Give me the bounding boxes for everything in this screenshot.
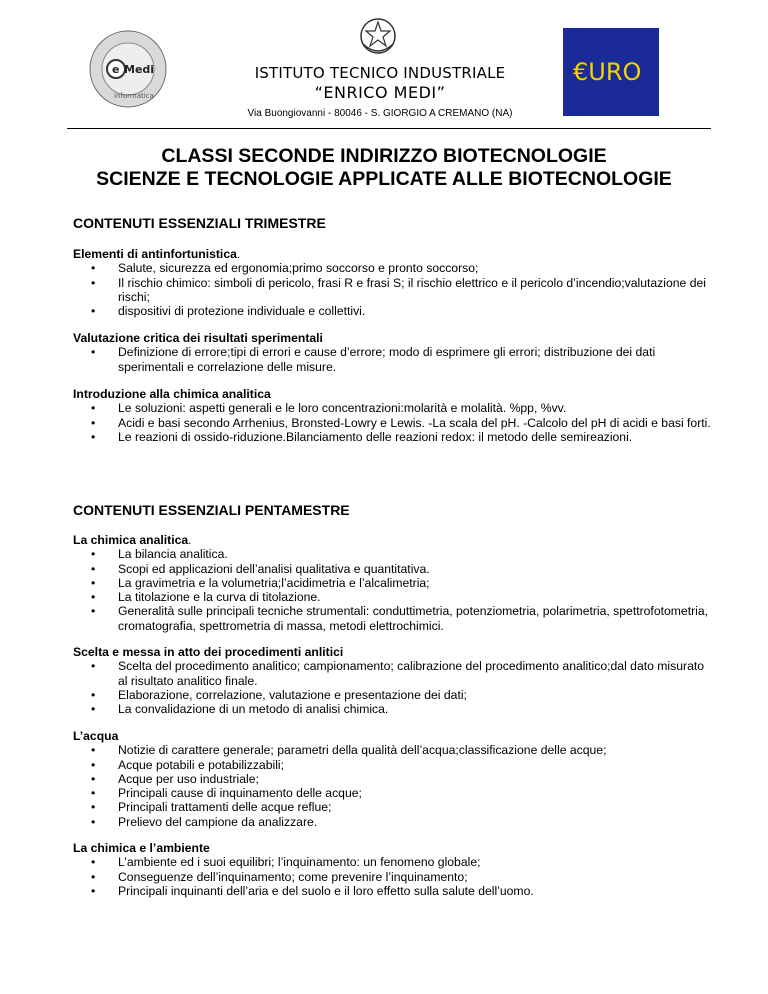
bullet-list <box>73 659 713 716</box>
list-item: • Prelievo del campione da analizzare. <box>73 815 713 829</box>
block-valutazione <box>73 331 713 374</box>
svg-text:Medi: Medi <box>124 63 155 76</box>
list-item: • Definizione di errore;tipi di errori e cause d’errore; modo di esprimere gli errori; distribuzione dei dati sperimentali e correlazione delle misure. <box>73 345 713 374</box>
list-item: • Le reazioni di ossido-riduzione.Bilanciamento delle reazioni redox: il metodo delle semireazioni. <box>73 430 713 444</box>
svg-text:informatica: informatica <box>114 92 154 100</box>
block-heading: Valutazione critica dei risultati sperimentali <box>73 331 323 345</box>
block-acqua <box>73 729 713 829</box>
header-divider <box>67 128 711 129</box>
block-procedimenti <box>73 645 713 716</box>
list-item: • Acque potabili e potabilizzabili; <box>73 758 713 772</box>
list-item: • Acque per uso industriale; <box>73 772 713 786</box>
school-address: Via Buongiovanni - 80046 - S. GIORGIO A CREMANO (NA) <box>247 108 513 119</box>
euro-logo-icon <box>563 28 659 116</box>
list-item: • Scopi ed applicazioni dell’analisi qualitativa e quantitativa. <box>73 562 713 576</box>
block-heading: L’acqua <box>73 729 119 743</box>
block-introduzione <box>73 387 713 444</box>
block-ambiente <box>73 841 713 898</box>
section-heading-pentamestre: CONTENUTI ESSENZIALI PENTAMESTRE <box>73 502 350 518</box>
list-item: • Principali cause di inquinamento delle acque; <box>73 786 713 800</box>
bullet-list <box>73 261 713 318</box>
bullet-list <box>73 855 713 898</box>
list-item: • Conseguenze dell’inquinamento; come prevenire l’inquinamento; <box>73 870 713 884</box>
school-subname: “ENRICO MEDI” <box>314 83 446 102</box>
title-line-1: CLASSI SECONDE INDIRIZZO BIOTECNOLOGIE <box>161 145 607 167</box>
republic-emblem-icon <box>358 14 398 58</box>
letterhead <box>0 0 768 130</box>
bullet-list <box>73 401 713 444</box>
school-name: ISTITUTO TECNICO INDUSTRIALE <box>254 64 506 82</box>
list-item: • L’ambiente ed i suoi equilibri; l’inquinamento: un fenomeno globale; <box>73 855 713 869</box>
list-item: • Scelta del procedimento analitico; campionamento; calibrazione del procedimento analitico;dal dato misurato al risultato analitico finale. <box>73 659 713 688</box>
list-item: • Principali inquinanti dell’aria e del suolo e il loro effetto sulla salute dell’uomo. <box>73 884 713 898</box>
bullet-list <box>73 345 713 374</box>
block-antinfortunistica: Elementi di antinfortunistica. • Salute, sicurezza ed ergonomia;primo soccorso e pronto soccorso; • Il rischio chimico: simboli di pericolo, frasi R e frasi S; il rischio elettrico e il pericolo d’incendio;valutazione dei rischi; • dispositivi di protezione individuale e collettivi. <box>73 247 713 318</box>
list-item: • La titolazione e la curva di titolazione. <box>73 590 713 604</box>
list-item: • Elaborazione, correlazione, valutazione e presentazione dei dati; <box>73 688 713 702</box>
svg-text:e: e <box>112 63 120 76</box>
block-chimica-analitica: La chimica analitica. • La bilancia analitica. • Scopi ed applicazioni dell’analisi qualitativa e quantitativa. • La gravimetria e la volumetria;l’acidimetria e l’alcalimetria; • La titolazione e la curva di titolazione. • Generalità sulle principali tecniche strumentali: conduttimetria, potenziometria, polarimetria, spettrofotometria, cromatografia, spettrometria di massa, metodi elettrochimici. <box>73 533 713 633</box>
list-item: • Le soluzioni: aspetti generali e le loro concentrazioni:molarità e molalità. %pp, %vv. <box>73 401 713 415</box>
title-line-2: SCIENZE E TECNOLOGIE APPLICATE ALLE BIOTECNOLOGIE <box>96 168 672 190</box>
svg-text:€URO: €URO <box>573 58 642 86</box>
list-item: • La bilancia analitica. <box>73 547 713 561</box>
block-heading: Introduzione alla chimica analitica <box>73 387 271 401</box>
school-logo <box>88 28 168 110</box>
list-item: • Salute, sicurezza ed ergonomia;primo soccorso e pronto soccorso; <box>73 261 713 275</box>
block-heading: Elementi di antinfortunistica <box>73 247 237 261</box>
block-heading: Scelta e messa in atto dei procedimenti anlitici <box>73 645 344 659</box>
bullet-list <box>73 547 713 633</box>
block-heading: La chimica e l’ambiente <box>73 841 210 855</box>
list-item: • Generalità sulle principali tecniche strumentali: conduttimetria, potenziometria, polarimetria, spettrofotometria, cromatografia, spettrometria di massa, metodi elettrochimici. <box>73 604 713 633</box>
euro-logo <box>563 28 659 116</box>
bullet-list <box>73 743 713 829</box>
list-item: • La gravimetria e la volumetria;l’acidimetria e l’alcalimetria; <box>73 576 713 590</box>
block-heading: La chimica analitica <box>73 533 189 547</box>
list-item: • Principali trattamenti delle acque reflue; <box>73 800 713 814</box>
list-item: • La convalidazione di un metodo di analisi chimica. <box>73 702 713 716</box>
list-item: • Il rischio chimico: simboli di pericolo, frasi R e frasi S; il rischio elettrico e il pericolo d’incendio;valutazione dei rischi; <box>73 276 713 305</box>
list-item: • Notizie di carattere generale; parametri della qualità dell’acqua;classificazione delle acque; <box>73 743 713 757</box>
list-item: • Acidi e basi secondo Arrhenius, Bronsted-Lowry e Lewis. -La scala del pH. -Calcolo del pH di acidi e basi forti. <box>73 416 713 430</box>
list-item: • dispositivi di protezione individuale e collettivi. <box>73 304 713 318</box>
section-heading-trimestre: CONTENUTI ESSENZIALI TRIMESTRE <box>73 215 326 231</box>
page-title <box>40 145 728 191</box>
